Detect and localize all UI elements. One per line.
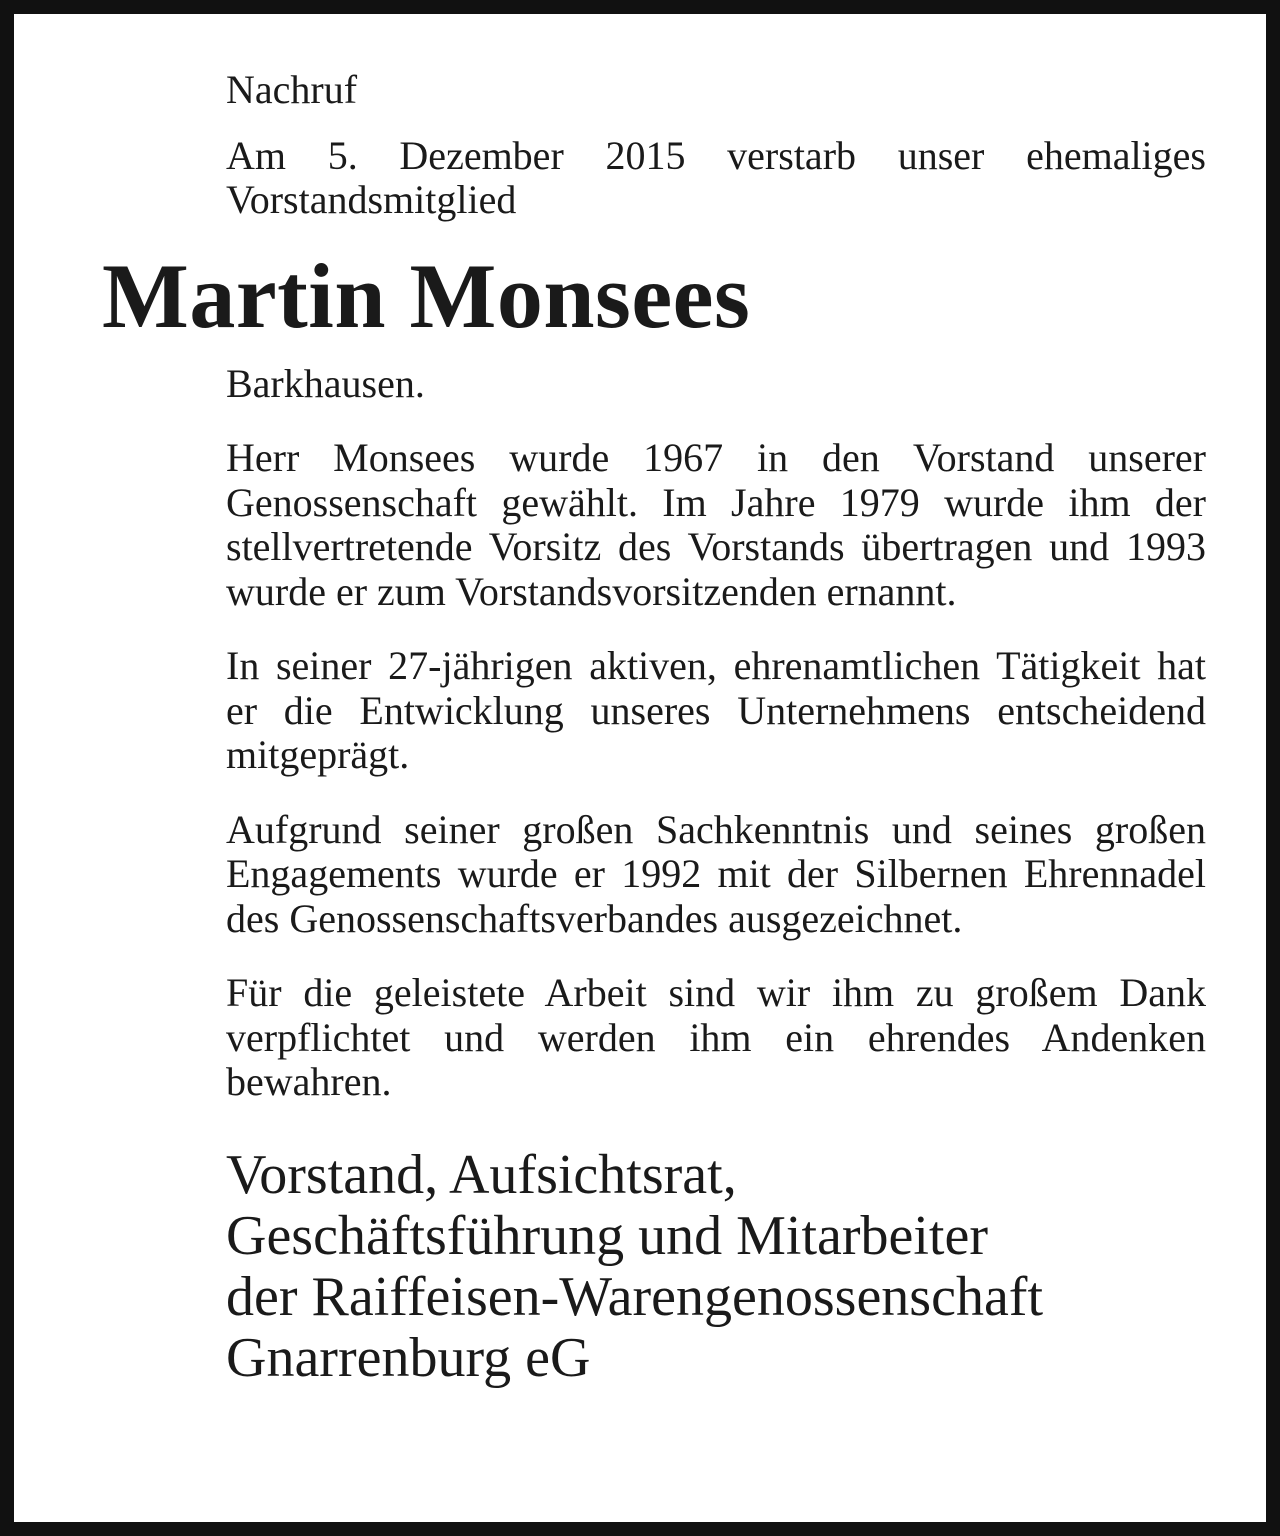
obituary-intro: Am 5. Dezember 2015 verstarb unser ehemaliges Vorstandsmitglied <box>226 133 1206 222</box>
deceased-name: Martin Monsees <box>102 245 751 347</box>
obituary-header <box>226 66 1206 222</box>
obituary-body <box>226 362 1206 1389</box>
signature-line: Vorstand, Aufsichtsrat, <box>226 1143 737 1206</box>
signature-line: Geschäftsführung und Mitarbeiter <box>226 1204 988 1267</box>
paragraph-career: Herr Monsees wurde 1967 in den Vorstand unserer Genossenschaft gewählt. Im Jahre 1979 wurde ihm der stellvertretende Vorsitz des Vorstands übertragen und 1993 wurde er zum Vorstandsvorsitzenden ernannt. <box>226 435 1206 614</box>
signature-line: Gnarrenburg eG <box>226 1326 591 1389</box>
paragraph-award: Aufgrund seiner großen Sachkenntnis und seines großen Engagements wurde er 1992 mit der Silbernen Ehrennadel des Genossenschaftsverbandes ausgezeichnet. <box>226 806 1206 941</box>
place-of-residence: Barkhausen. <box>226 361 425 406</box>
paragraph-tenure: In seiner 27-jährigen aktiven, ehrenamtlichen Tätigkeit hat er die Entwicklung unseres Unternehmens entscheidend mitgeprägt. <box>226 643 1206 777</box>
obituary-heading: Nachruf <box>226 67 358 112</box>
paragraph-gratitude: Für die geleistete Arbeit sind wir ihm zu großem Dank verpflichtet und werden ihm ein ehrendes Andenken bewahren. <box>226 970 1206 1104</box>
signature-line: der Raiffeisen-Warengenossenschaft <box>226 1265 1044 1328</box>
signature-block <box>226 1145 1206 1389</box>
